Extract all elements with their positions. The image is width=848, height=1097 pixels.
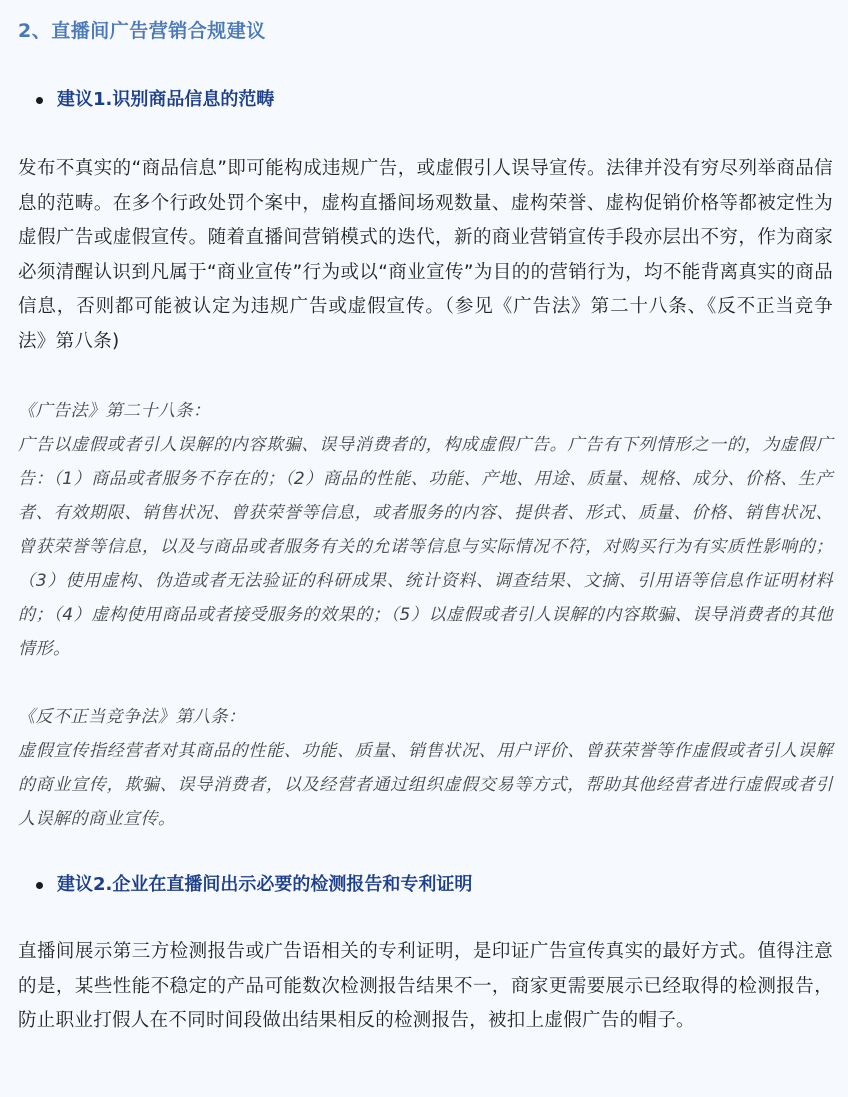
suggestion-2-body: 直播间展示第三方检测报告或广告语相关的专利证明，是印证广告宣传真实的最好方式。值得注意的是，某些性能不稳定的产品可能数次检测报告结果不一，商家更需要展示已经取得的检测报告，防止职业打假人在不同时间段做出结果相反的检测报告，被扣上虚假广告的帽子。 [18, 941, 833, 1031]
quote-advertising-law [18, 394, 833, 666]
suggestion-1-heading-text: 建议1.识别商品信息的范畴 [57, 89, 275, 110]
quote-advertising-law-text: 广告以虚假或者引人误解的内容欺骗、误导消费者的，构成虚假广告。广告有下列情形之一的，为虚假广告：（1）商品或者服务不存在的；（2）商品的性能、功能、产地、用途、质量、规格、成分、价格、生产者、有效期限、销售状况、曾获荣誉等信息，或者服务的内容、提供者、形式、质量、价格、销售状况、曾获荣誉等信息，以及与商品或者服务有关的允诺等信息与实际情况不符，对购买行为有实质性影响的；（3）使用虚构、伪造或者无法验证的科研成果、统计资料、调查结果、文摘、引用语等信息作证明材料的；（4）虚构使用商品或者接受服务的效果的；（5）以虚假或者引人误解的内容欺骗、误导消费者的其他情形。 [18, 435, 833, 659]
bullet-dot-icon [36, 882, 43, 889]
suggestion-2-heading [36, 871, 472, 899]
section-title: 2、直播间广告营销合规建议 [18, 20, 266, 42]
suggestion-1-body: 发布不真实的“商品信息”即可能构成违规广告，或虚假引人误导宣传。法律并没有穷尽列举商品信息的范畴。在多个行政处罚个案中，虚构直播间场观数量、虚构荣誉、虚构促销价格等都被定性为虚假广告或虚假宣传。随着直播间营销模式的迭代，新的商业营销宣传手段亦层出不穷，作为商家必须清醒认识到凡属于“商业宣传”行为或以“商业宣传”为目的的营销行为，均不能背离真实的商品信息，否则都可能被认定为违规广告或虚假宣传。（参见《广告法》第二十八条、《反不正当竞争法》第八条) [18, 158, 833, 352]
bullet-dot-icon [36, 97, 43, 104]
quote-unfair-competition-law [18, 700, 833, 836]
suggestion-2-heading-text: 建议2.企业在直播间出示必要的检测报告和专利证明 [57, 874, 473, 895]
quote-advertising-law-title: 《广告法》第二十八条： [18, 401, 211, 421]
quote-unfair-competition-law-title: 《反不正当竞争法》第八条： [18, 707, 246, 727]
quote-unfair-competition-law-text: 虚假宣传指经营者对其商品的性能、功能、质量、销售状况、用户评价、曾获荣誉等作虚假或者引人误解的商业宣传，欺骗、误导消费者，以及经营者通过组织虚假交易等方式，帮助其他经营者进行虚假或者引人误解的商业宣传。 [18, 741, 833, 829]
suggestion-1-heading [36, 86, 274, 114]
